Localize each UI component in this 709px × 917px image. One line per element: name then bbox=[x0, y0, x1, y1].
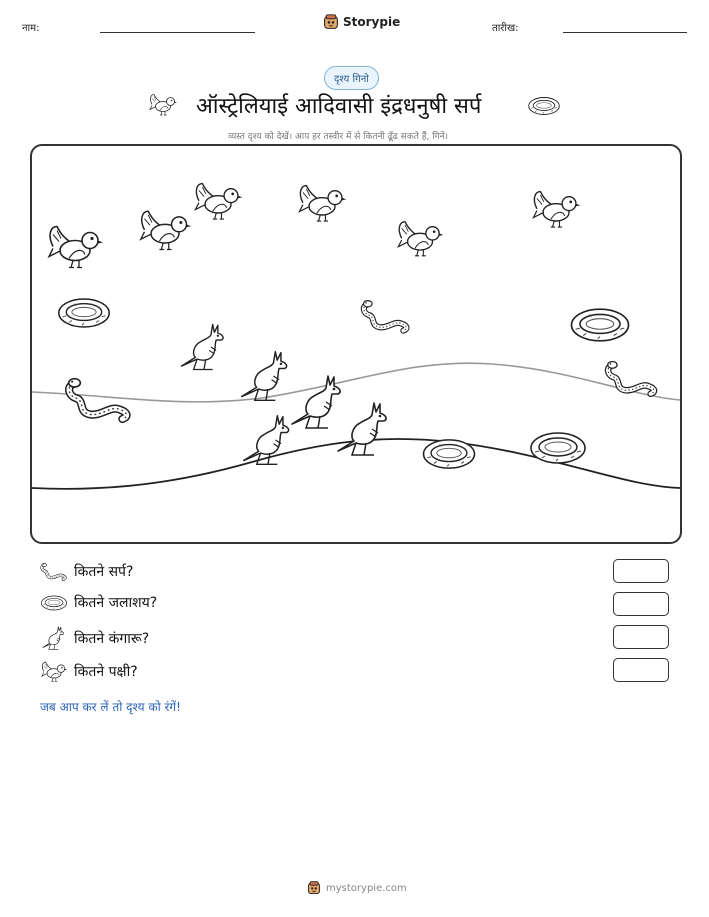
waterhole-icon bbox=[40, 594, 68, 612]
brand-logo bbox=[323, 14, 400, 30]
waterhole-icon bbox=[424, 440, 475, 468]
answer-box-birds[interactable] bbox=[613, 658, 669, 682]
bird-icon bbox=[195, 184, 242, 220]
question-label: कितने जलाशय? bbox=[74, 595, 158, 611]
question-label: कितने कंगारू? bbox=[74, 630, 150, 647]
page-title: ऑस्ट्रेलियाई आदिवासी इंद्रधनुषी सर्प bbox=[196, 94, 482, 119]
bird-icon bbox=[398, 222, 443, 256]
bird-icon bbox=[141, 211, 191, 249]
footer bbox=[307, 881, 407, 895]
snake-icon bbox=[608, 362, 654, 394]
coloring-instruction: जब आप कर लें तो दृश्य को रंगें! bbox=[40, 700, 181, 714]
snake-icon bbox=[40, 560, 68, 582]
counting-scene bbox=[30, 144, 682, 544]
scene-illustration bbox=[32, 146, 680, 542]
bird-icon bbox=[49, 227, 103, 268]
answer-box-kangaroos[interactable] bbox=[613, 625, 669, 649]
name-label: नाम: bbox=[22, 23, 40, 34]
waterhole-icon bbox=[531, 433, 585, 463]
answer-box-waterholes[interactable] bbox=[613, 592, 669, 616]
waterhole-icon bbox=[59, 299, 109, 327]
answer-box-snakes[interactable] bbox=[613, 559, 669, 583]
name-field[interactable] bbox=[100, 32, 255, 33]
bird-icon bbox=[299, 186, 346, 222]
question-kangaroos bbox=[40, 625, 149, 651]
title-bird-icon bbox=[148, 90, 178, 122]
date-label: तारीख: bbox=[492, 23, 519, 34]
storypie-logo-icon bbox=[323, 14, 339, 30]
page-subtitle: व्यस्त दृश्य को देखें। आप हर तस्वीर में से कितनी ढूँढ सकते हैं, गिनें। bbox=[228, 132, 449, 142]
date-field[interactable] bbox=[563, 32, 687, 33]
footer-site[interactable]: mystorypie.com bbox=[326, 882, 407, 894]
snake-icon bbox=[69, 379, 127, 419]
title-waterhole-icon bbox=[527, 95, 561, 121]
question-label: कितने पक्षी? bbox=[74, 663, 138, 680]
kangaroo-icon bbox=[292, 376, 340, 428]
kangaroo-icon bbox=[244, 416, 289, 465]
kangaroo-icon bbox=[338, 403, 386, 455]
question-waterholes bbox=[40, 593, 157, 612]
kangaroo-icon bbox=[40, 625, 68, 651]
kangaroo-icon bbox=[242, 352, 287, 401]
question-label: कितने सर्प? bbox=[74, 563, 134, 580]
snake-icon bbox=[363, 301, 406, 331]
brand-name: Storypie bbox=[343, 15, 401, 29]
storypie-logo-icon bbox=[307, 881, 321, 895]
bird-icon bbox=[40, 659, 68, 683]
kangaroo-icon bbox=[181, 324, 223, 369]
waterhole-icon bbox=[572, 309, 629, 341]
question-birds bbox=[40, 659, 138, 683]
worksheet-tag: दृश्य गिनो bbox=[324, 66, 379, 90]
bird-icon bbox=[533, 192, 580, 228]
question-snakes bbox=[40, 560, 133, 582]
